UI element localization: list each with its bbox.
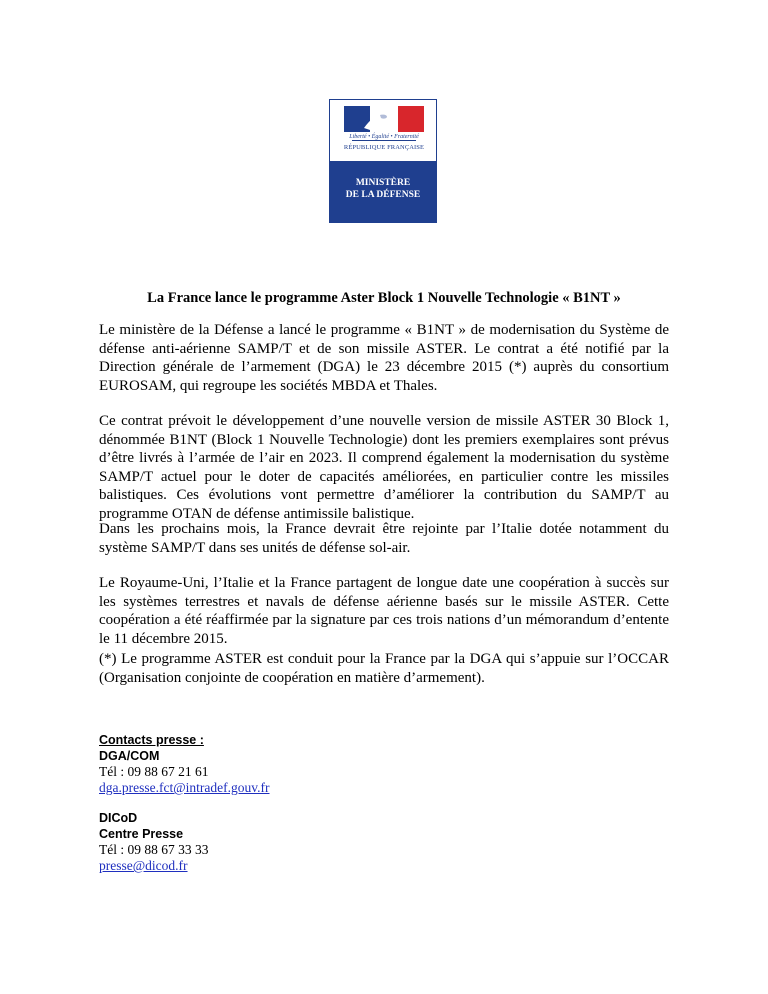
logo-divider: [352, 140, 416, 141]
contact-dicod-email-link[interactable]: presse@dicod.fr: [99, 858, 188, 873]
press-contacts: [99, 732, 499, 874]
logo-motto: Liberté • Égalité • Fraternité: [349, 134, 419, 140]
press-release-title: La France lance le programme Aster Block 1 Nouvelle Technologie « B1NT »: [147, 290, 621, 306]
contacts-heading: Contacts presse :: [99, 733, 204, 747]
contact-dga-phone: Tél : 09 88 67 21 61: [99, 764, 209, 779]
ministry-logo: [329, 99, 437, 223]
logo-republic-text: RÉPUBLIQUE FRANÇAISE: [343, 144, 425, 151]
marianne-flag-icon: [344, 106, 424, 132]
logo-upper-panel: [329, 99, 437, 161]
paragraph-1: Le ministère de la Défense a lancé le programme « B1NT » de modernisation du Système de défense anti-aérienne SAMP/T et de son missile ASTER. Le contrat a été notifié par la Direction générale de l’armement (DGA) le 23 décembre 2015 (*) auprès du consortium EUROSAM, qui regroupe les sociétés MBDA et Thales.: [99, 322, 669, 394]
contact-dicod-org: DICoD: [99, 811, 138, 825]
logo-ministry-text: [329, 177, 437, 201]
contact-dga-email-link[interactable]: dga.presse.fct@intradef.gouv.fr: [99, 780, 270, 795]
contacts-spacer: [99, 796, 499, 810]
paragraph-3: Dans les prochains mois, la France devrait être rejointe par l’Italie dotée notamment du système SAMP/T dans ses unités de défense sol-air.: [99, 521, 669, 556]
paragraph-4: Le Royaume-Uni, l’Italie et la France partagent de longue date une coopération à succès sur les systèmes terrestres et navals de défense aérienne basés sur le missile ASTER. Cette coopération a été réaffirmée par la signature par ces trois nations d’un mémorandum d’entente le 11 décembre 2015.: [99, 575, 669, 647]
contact-dga-org: DGA/COM: [99, 749, 160, 763]
paragraph-2: Ce contrat prévoit le développement d’une nouvelle version de missile ASTER 30 Block 1, dénommée B1NT (Block 1 Nouvelle Technologie) dont les premiers exemplaires sont prévus d’être livrés à l’armée de l’air en 2023. Il comprend également la modernisation du système SAMP/T actuel pour le doter de capacités améliorées, en particulier contre les missiles balistiques. Ces évolutions vont permettre d’améliorer la contribution du SAMP/T au programme OTAN de défense antimissile balistique.: [99, 413, 669, 522]
contact-dicod-unit: Centre Presse: [99, 827, 184, 841]
logo-ministry-line2: DE LA DÉFENSE: [345, 190, 421, 200]
contact-dicod-phone: Tél : 09 88 67 33 33: [99, 842, 209, 857]
logo-ministry-line1: MINISTÈRE: [355, 178, 411, 188]
paragraph-5-footnote: (*) Le programme ASTER est conduit pour la France par la DGA qui s’appuie sur l’OCCAR (Organisation conjointe de coopération en matière d’armement).: [99, 651, 669, 686]
